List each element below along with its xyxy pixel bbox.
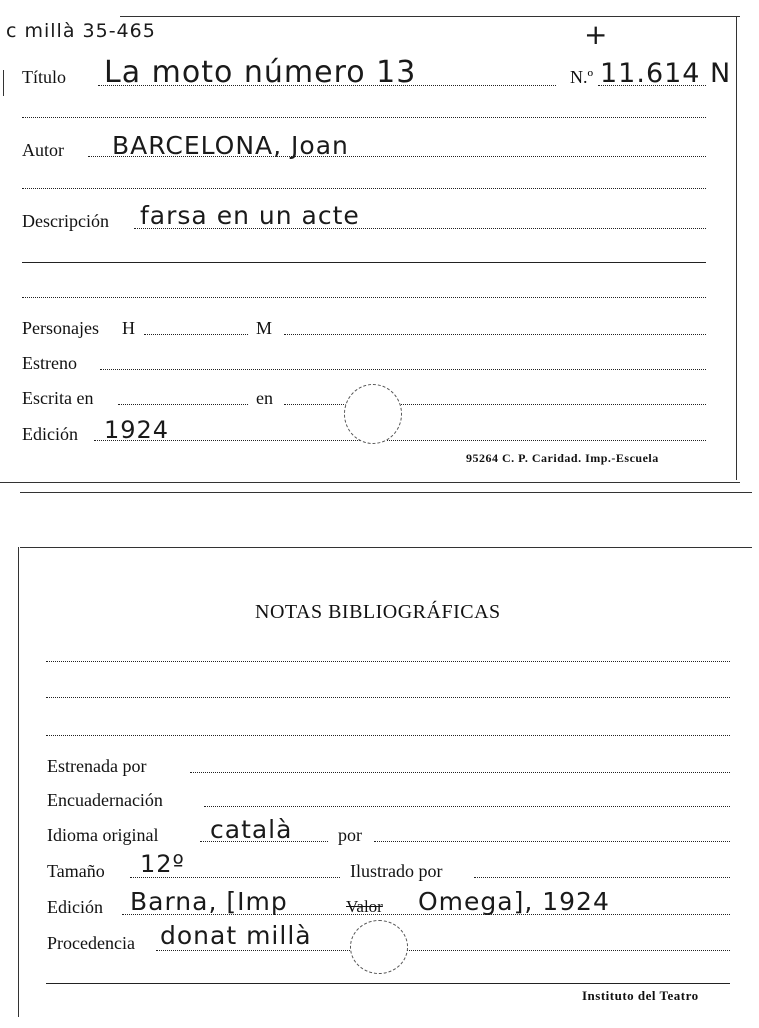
personajes-h-label: H bbox=[122, 318, 135, 338]
ilustrado-por-label: Ilustrado por bbox=[350, 861, 443, 881]
idioma-por-line bbox=[374, 841, 730, 842]
idioma-por-label: por bbox=[338, 825, 362, 845]
ilustrado-por-line bbox=[474, 877, 730, 878]
numero-label: N.º bbox=[570, 67, 594, 87]
back-card-left-border bbox=[18, 547, 19, 1017]
back-edicion-value-part1: Barna, [Imp bbox=[130, 887, 288, 916]
notas-heading: NOTAS BIBLIOGRÁFICAS bbox=[255, 601, 501, 623]
card-separator bbox=[20, 492, 752, 493]
escrita-line bbox=[118, 404, 248, 405]
back-punch-hole bbox=[350, 920, 408, 974]
personajes-h-line bbox=[144, 334, 248, 335]
cross-mark: + bbox=[584, 18, 609, 51]
descripcion-line-3 bbox=[22, 297, 706, 298]
titulo-label: Título bbox=[22, 67, 66, 87]
back-edicion-value-part2: Omega], 1924 bbox=[418, 887, 610, 916]
personajes-label: Personajes bbox=[22, 318, 99, 338]
back-bottom-line bbox=[46, 983, 730, 984]
back-edicion-label: Edición bbox=[47, 897, 103, 917]
top-note: c millà 35-465 bbox=[6, 20, 156, 42]
encuadernacion-line bbox=[204, 806, 730, 807]
front-card-left-mark bbox=[3, 70, 4, 96]
titulo-line-2 bbox=[22, 117, 706, 118]
notas-line-3 bbox=[46, 735, 730, 736]
estreno-line bbox=[100, 369, 706, 370]
descripcion-value: farsa en un acte bbox=[140, 201, 360, 230]
punch-hole bbox=[344, 384, 402, 444]
autor-value: BARCELONA, Joan bbox=[112, 131, 349, 160]
idioma-value: català bbox=[210, 815, 293, 844]
encuadernacion-label: Encuadernación bbox=[47, 790, 163, 810]
procedencia-value: donat millà bbox=[160, 921, 312, 950]
front-card-bottom-border bbox=[0, 482, 740, 483]
personajes-m-label: M bbox=[256, 318, 273, 338]
escrita-en-label: en bbox=[256, 388, 273, 408]
autor-label: Autor bbox=[22, 140, 64, 160]
autor-line-2 bbox=[22, 188, 706, 189]
edicion-line bbox=[94, 440, 706, 441]
edicion-label: Edición bbox=[22, 424, 78, 444]
procedencia-label: Procedencia bbox=[47, 933, 135, 953]
idioma-label: Idioma original bbox=[47, 825, 159, 845]
estreno-label: Estreno bbox=[22, 353, 77, 373]
footer-institution: Instituto del Teatro bbox=[582, 988, 699, 1003]
procedencia-line bbox=[156, 950, 730, 951]
estrenada-por-label: Estrenada por bbox=[47, 756, 147, 776]
front-card-right-border bbox=[736, 16, 737, 480]
notas-line-1 bbox=[46, 661, 730, 662]
descripcion-label: Descripción bbox=[22, 211, 109, 231]
front-card-top-border bbox=[120, 16, 740, 17]
edicion-value: 1924 bbox=[104, 416, 170, 444]
back-card-top-border bbox=[20, 547, 752, 548]
notas-line-2 bbox=[46, 697, 730, 698]
escrita-label: Escrita en bbox=[22, 388, 94, 408]
tamano-label: Tamaño bbox=[47, 861, 105, 881]
descripcion-line-2 bbox=[22, 262, 706, 263]
numero-value: 11.614 N bbox=[600, 58, 732, 89]
estrenada-por-line bbox=[190, 772, 730, 773]
tamano-value: 12º bbox=[140, 850, 185, 878]
personajes-m-line bbox=[284, 334, 706, 335]
printer-note: 95264 C. P. Caridad. Imp.-Escuela bbox=[466, 451, 659, 465]
back-edicion-struck-word: Valor bbox=[346, 897, 383, 916]
titulo-value: La moto número 13 bbox=[104, 55, 417, 90]
